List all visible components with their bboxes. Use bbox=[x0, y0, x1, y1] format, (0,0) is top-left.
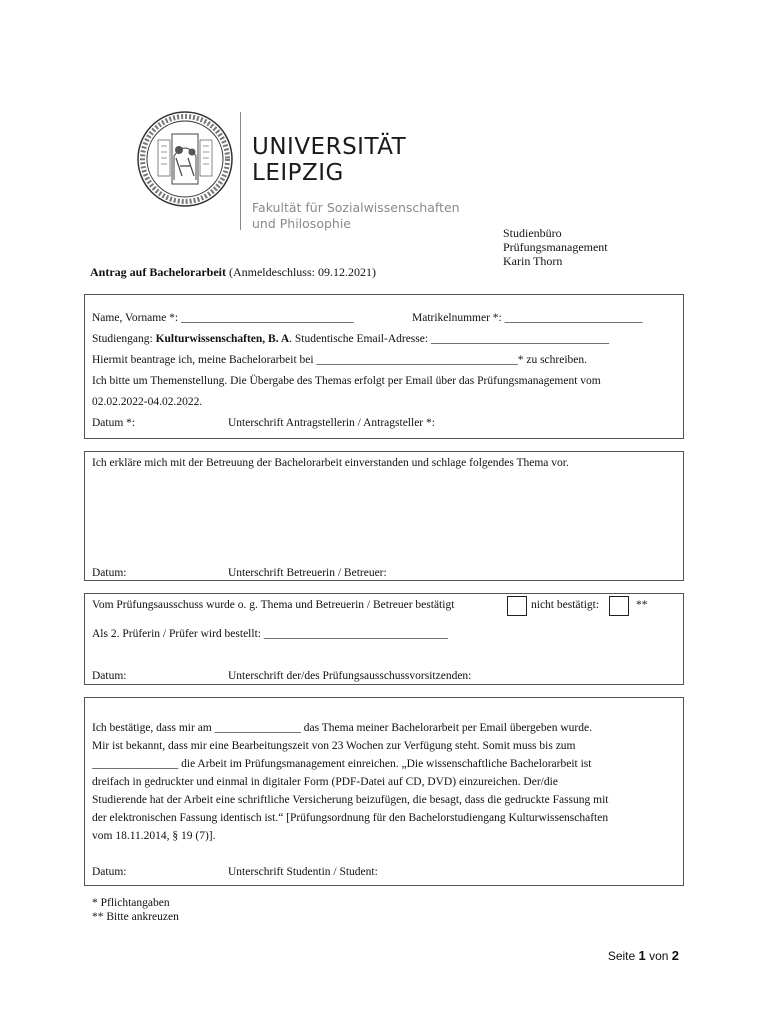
topic-request-line1: Ich bitte um Themenstellung. Die Übergabe des Themas erfolgt per Email über das Prüfungsmanagement vom bbox=[92, 375, 601, 387]
university-name-line1: UNIVERSITÄT bbox=[252, 134, 407, 160]
date-label-1: Datum *: bbox=[92, 417, 136, 429]
committee-confirm-text: Vom Prüfungsausschuss wurde o. g. Thema und Betreuerin / Betreuer bestätigt bbox=[92, 599, 455, 611]
topic-request-line2: 02.02.2022-04.02.2022. bbox=[92, 396, 203, 408]
matrikel-field[interactable]: Matrikelnummer *: ________________________ bbox=[412, 312, 643, 324]
supervisor-consent-text: Ich erkläre mich mit der Betreuung der Bachelorarbeit einverstanden und schlage folgendes Thema vor. bbox=[92, 457, 569, 469]
confirmation-line: der elektronischen Fassung identisch ist.“ [Prüfungsordnung für den Bachelorstudiengang Kulturwissenschaften bbox=[92, 812, 609, 824]
page-middle: von bbox=[645, 949, 672, 963]
address-line2: Prüfungsmanagement bbox=[503, 240, 608, 254]
second-examiner-field[interactable]: Als 2. Prüferin / Prüfer wird bestellt: ________________________________ bbox=[92, 628, 448, 640]
page-current: 1 bbox=[638, 948, 646, 963]
date-label-2: Datum: bbox=[92, 567, 127, 579]
university-seal bbox=[136, 110, 234, 208]
studiengang-label: Studiengang: bbox=[92, 333, 156, 345]
footnote-required: * Pflichtangaben bbox=[92, 897, 170, 909]
signature-label-committee: Unterschrift der/des Prüfungsausschussvorsitzenden: bbox=[228, 670, 472, 682]
form-title-deadline: (Anmeldeschluss: 09.12.2021) bbox=[225, 265, 376, 279]
email-field[interactable]: . Studentische Email-Adresse: _______________________________ bbox=[289, 333, 610, 345]
date-label-3: Datum: bbox=[92, 670, 127, 682]
faculty-line2: und Philosophie bbox=[252, 216, 351, 231]
confirmation-line: _______________ die Arbeit im Prüfungsmanagement einreichen. „Die wissenschaftliche Bachelorarbeit ist bbox=[92, 758, 592, 770]
address-line1: Studienbüro bbox=[503, 226, 562, 240]
confirmation-line: Mir ist bekannt, dass mir eine Bearbeitungszeit von 23 Wochen zur Verfügung steht. Somit muss bis zum bbox=[92, 740, 576, 752]
studiengang-value: Kulturwissenschaften, B. A bbox=[155, 333, 290, 345]
confirmation-line: dreifach in gedruckter und einmal in digitaler Form (PDF-Datei auf CD, DVD) einzureichen. Der/die bbox=[92, 776, 558, 788]
confirmation-line: Studierende hat der Arbeit eine schriftliche Versicherung beizufügen, die besagt, dass die gedruckte Fassung mit bbox=[92, 794, 609, 806]
confirmed-checkbox[interactable] bbox=[507, 596, 527, 616]
signature-label-student: Unterschrift Studentin / Student: bbox=[228, 866, 378, 878]
logo-divider bbox=[240, 112, 241, 230]
page-total: 2 bbox=[671, 948, 679, 963]
studiengang-line bbox=[92, 333, 609, 345]
confirmation-line: Ich bestätige, dass mir am _______________ das Thema meiner Bachelorarbeit per Email übergeben wurde. bbox=[92, 722, 592, 734]
page-prefix: Seite bbox=[607, 949, 639, 963]
signature-label-applicant: Unterschrift Antragstellerin / Antragsteller *: bbox=[228, 417, 435, 429]
form-title bbox=[90, 265, 376, 280]
footnote-checkbox: ** Bitte ankreuzen bbox=[92, 911, 179, 923]
checkbox-footnote-marker: ** bbox=[636, 599, 648, 611]
university-name-line2: LEIPZIG bbox=[252, 160, 344, 186]
confirmation-line: vom 18.11.2014, § 19 (7)]. bbox=[92, 830, 216, 842]
date-label-4: Datum: bbox=[92, 866, 127, 878]
supervisor-request-field[interactable]: Hiermit beantrage ich, meine Bachelorarbeit bei ___________________________________* zu schreiben. bbox=[92, 354, 588, 366]
address-line3: Karin Thorn bbox=[503, 254, 563, 268]
not-confirmed-label: nicht bestätigt: bbox=[531, 599, 600, 611]
faculty-line1: Fakultät für Sozialwissenschaften bbox=[252, 200, 460, 215]
supervisor-section bbox=[84, 451, 684, 581]
not-confirmed-checkbox[interactable] bbox=[609, 596, 629, 616]
signature-label-supervisor: Unterschrift Betreuerin / Betreuer: bbox=[228, 567, 387, 579]
form-title-bold: Antrag auf Bachelorarbeit bbox=[90, 265, 226, 279]
page-number bbox=[608, 948, 679, 963]
name-field[interactable]: Name, Vorname *: ______________________________ bbox=[92, 312, 354, 324]
